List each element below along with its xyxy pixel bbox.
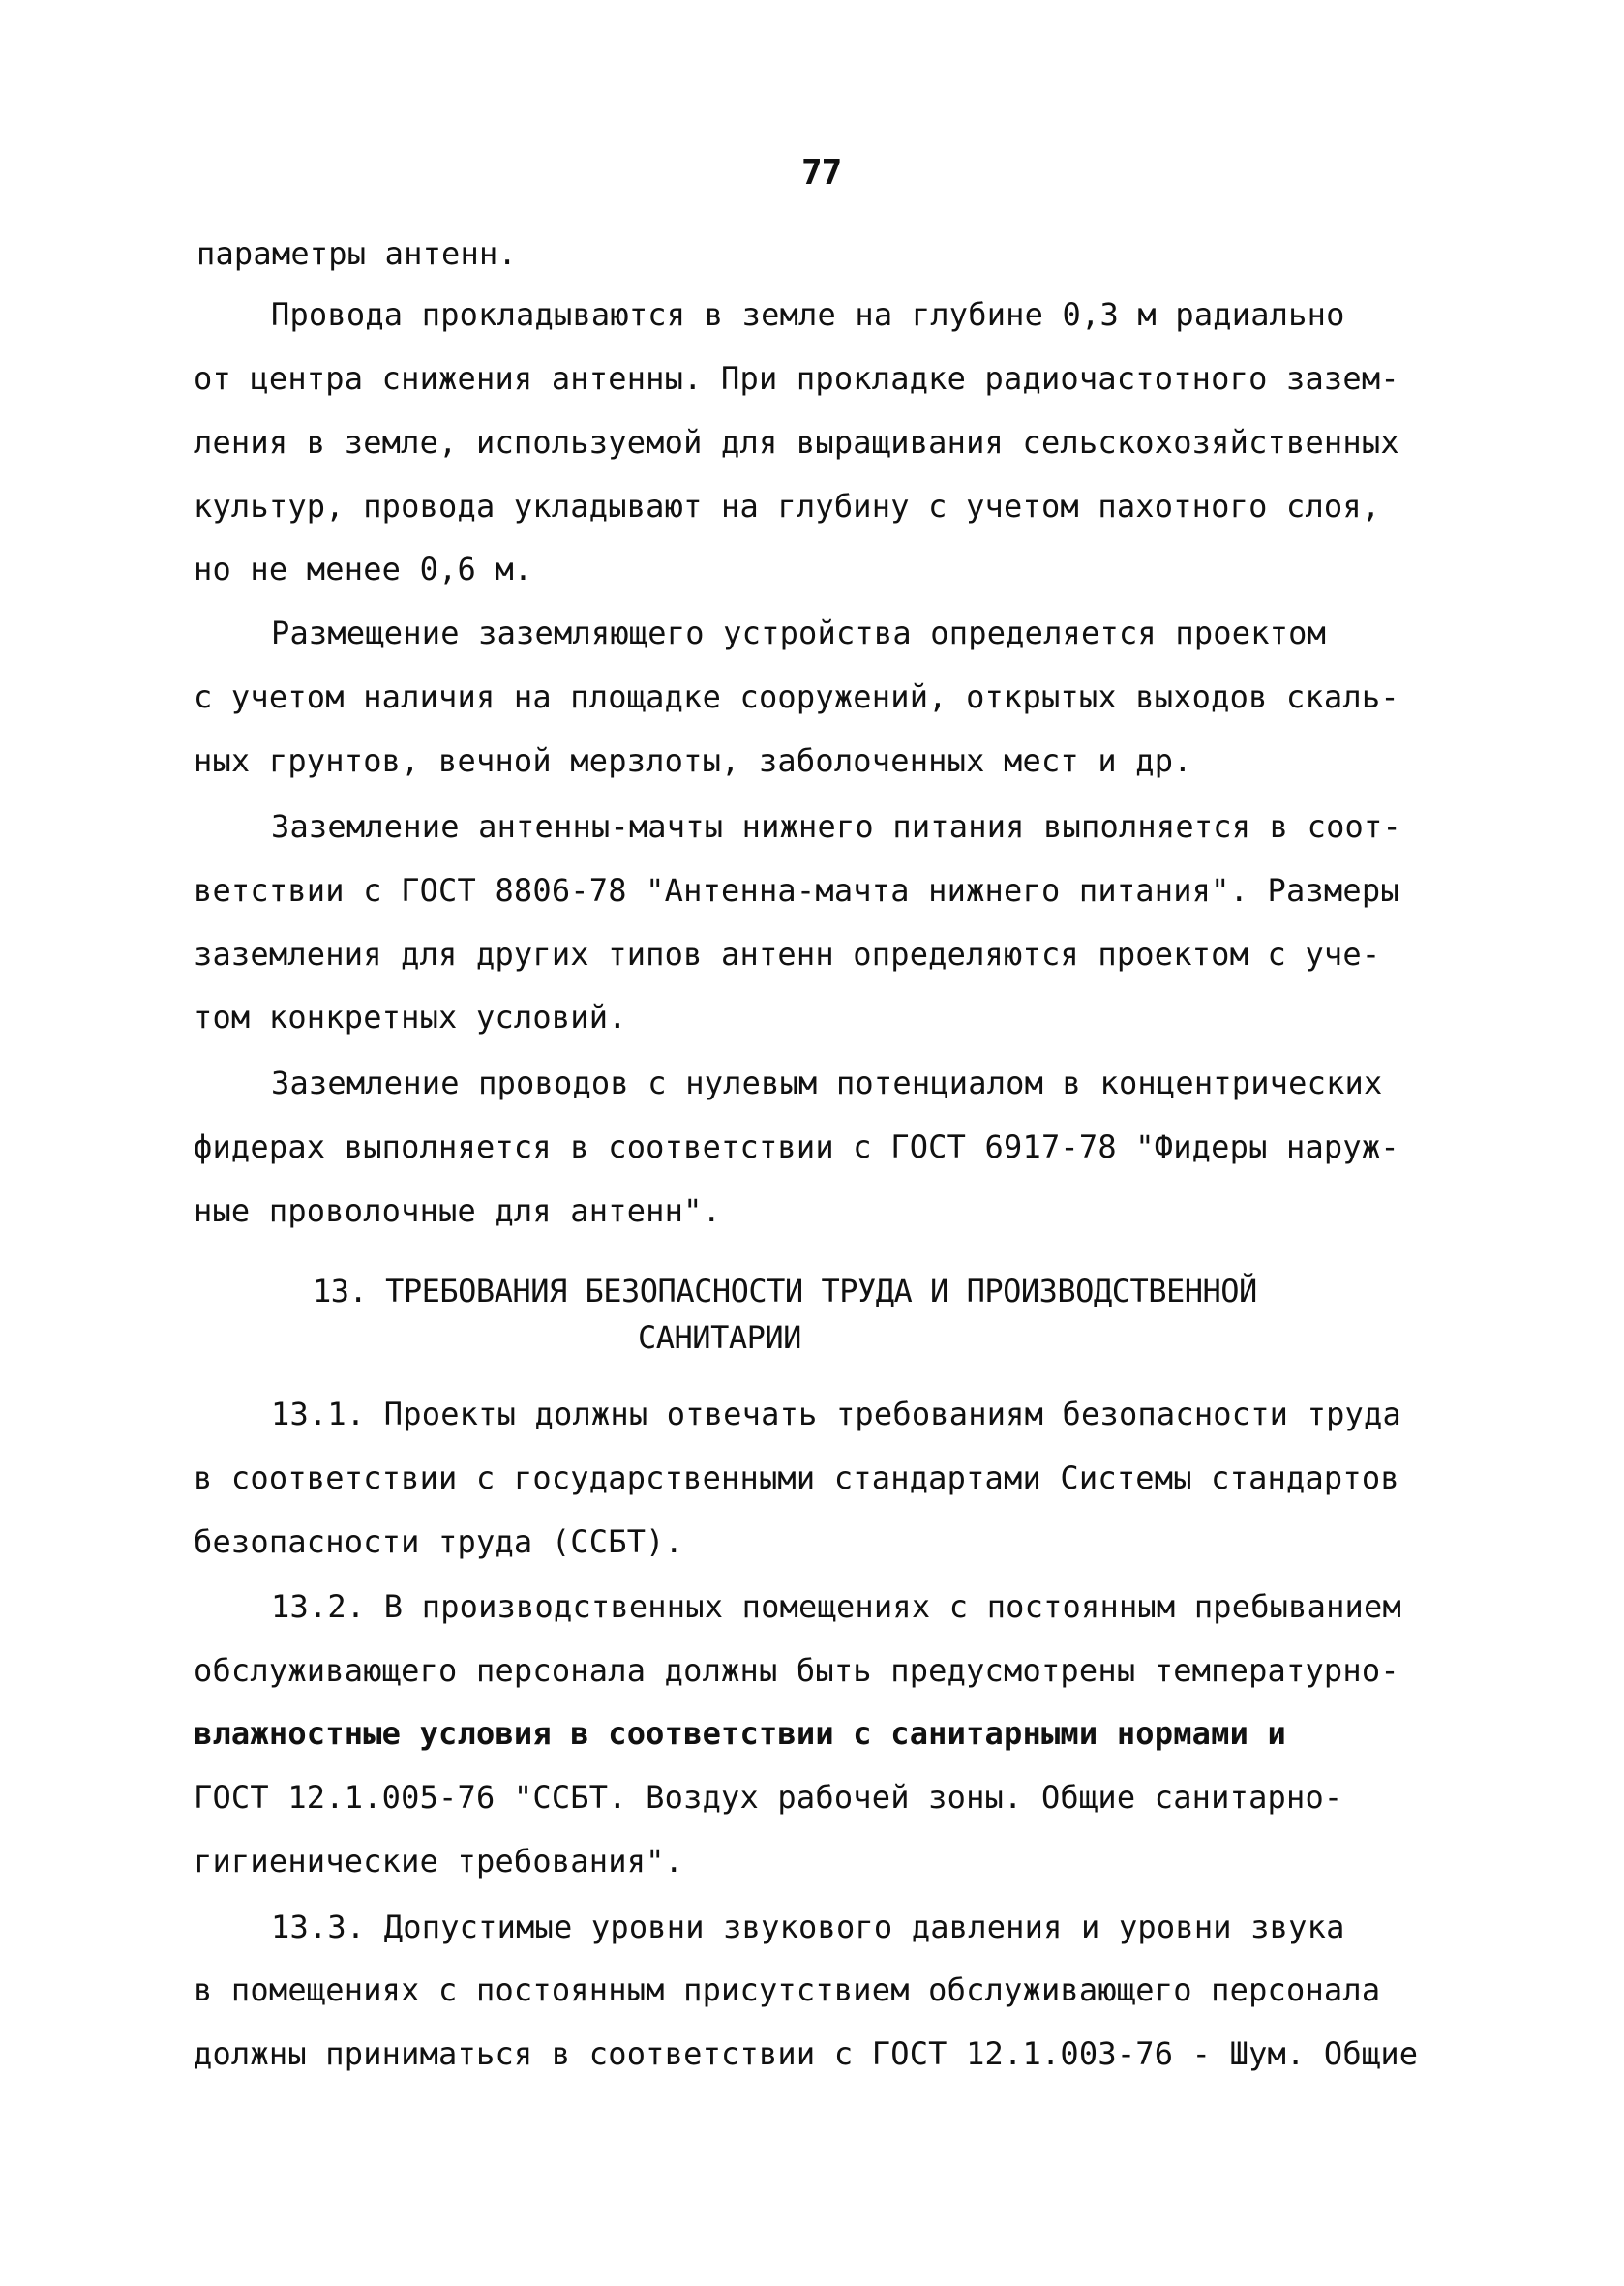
text-line: ветствии с ГОСТ 8806-78 "Антенна-мачта нижнего питания". Размеры <box>194 872 1399 909</box>
clause-line: ГОСТ 12.1.005-76 "ССБТ. Воздух рабочей зоны. Общие санитарно- <box>194 1779 1343 1816</box>
text-line: ления в земле, используемой для выращивания сельскохозяйственных <box>194 424 1399 461</box>
text-line: Заземление проводов с нулевым потенциалом в концентрических <box>271 1065 1383 1101</box>
clause-line: обслуживающего персонала должны быть предусмотрены температурно- <box>194 1652 1399 1689</box>
section-heading-continued: САНИТАРИИ <box>638 1319 801 1356</box>
text-line: от центра снижения антенны. При прокладке радиочастотного зазем- <box>194 360 1399 397</box>
text-line: фидерах выполняется в соответствии с ГОСТ 6917-78 "Фидеры наруж- <box>194 1128 1399 1165</box>
text-line: культур, провода укладывают на глубину с учетом пахотного слоя, <box>194 488 1381 525</box>
text-line: том конкретных условий. <box>194 999 627 1036</box>
text-line: параметры антенн. <box>196 235 517 272</box>
text-line: заземления для других типов антенн определяются проектом с уче- <box>194 936 1381 973</box>
text-line: с учетом наличия на площадке сооружений, открытых выходов скаль- <box>194 678 1399 715</box>
text-line: Заземление антенны-мачты нижнего питания выполняется в соот- <box>271 808 1401 845</box>
clause-line: 13.2. В производственных помещениях с постоянным пребыванием <box>271 1588 1401 1625</box>
clause-line: должны приниматься в соответствии с ГОСТ 12.1.003-76 - Шум. Общие <box>194 2035 1419 2072</box>
clause-line: гигиенические требования". <box>194 1843 684 1880</box>
clause-line: влажностные условия в соответствии с санитарными нормами и <box>194 1715 1287 1752</box>
text-line: но не менее 0,6 м. <box>194 551 533 587</box>
clause-line: 13.3. Допустимые уровни звукового давления и уровни звука <box>271 1909 1345 1945</box>
text-line: ные проволочные для антенн". <box>194 1192 722 1229</box>
clause-line: безопасности труда (ССБТ). <box>194 1523 684 1560</box>
clause-line: в помещениях с постоянным присутствием обслуживающего персонала <box>194 1971 1381 2008</box>
clause-line: 13.1. Проекты должны отвечать требованиям безопасности труда <box>271 1396 1401 1432</box>
text-line: Провода прокладываются в земле на глубине 0,3 м радиально <box>271 296 1345 333</box>
section-heading: 13. ТРЕБОВАНИЯ БЕЗОПАСНОСТИ ТРУДА И ПРОИЗВОДСТВЕННОЙ <box>313 1273 1257 1309</box>
clause-line: в соответствии с государственными стандартами Системы стандартов <box>194 1459 1399 1496</box>
text-line: ных грунтов, вечной мерзлоты, заболоченных мест и др. <box>194 742 1192 779</box>
page-number: 77 <box>801 153 842 193</box>
text-line: Размещение заземляющего устройства определяется проектом <box>271 615 1327 651</box>
